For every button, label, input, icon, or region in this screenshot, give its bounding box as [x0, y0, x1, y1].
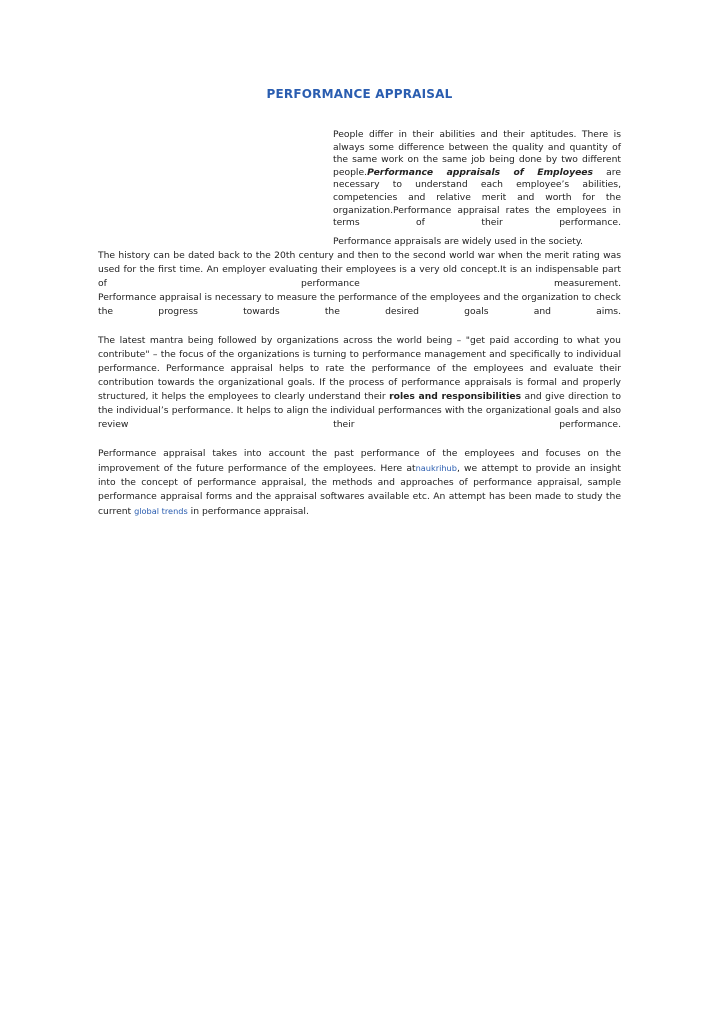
mantra-paragraph	[98, 334, 621, 432]
mantra-text-1: The latest mantra being followed by organizations across the world being – "get paid according to what you contribute" – the focus of the organizations is turning to performance management and specifically to individual performance. Performance appraisal helps to rate the performance of the employees and evaluate their contribution towards the organizational goals. If the process of performance appraisals is formal and properly structured, it helps the employees to clearly understand their	[98, 335, 621, 402]
history-body: The history can be dated back to the 20th century and then to the second world war when the merit rating was used for the first time. An employer evaluating their employees is a very old concept.It is an indispensable part of performance measurement.	[98, 250, 621, 289]
history-paragraph	[98, 235, 621, 319]
past-paragraph	[98, 447, 621, 519]
intro-emphasis: Performance appraisals of Employees	[367, 166, 594, 178]
past-text-3: in performance appraisal.	[187, 506, 309, 517]
past-text-2: , we attempt to provide an insight into the concept of performance appraisal, the methods and approaches of performance appraisal, sample performance appraisal forms and the appraisal softwares available etc. An attempt has been made to study the current	[98, 463, 621, 517]
naukrihub-link[interactable]: naukrihub	[415, 463, 457, 473]
history-lead: Performance appraisals are widely used in the society.	[333, 236, 583, 247]
global-trends-link[interactable]: global trends	[134, 506, 188, 516]
mantra-text-2: and give direction to the individual’s performance. It helps to align the individual performances with the organizational goals and also review their performance.	[98, 391, 621, 430]
intro-paragraph	[333, 129, 621, 230]
history-body-2: Performance appraisal is necessary to measure the performance of the employees and the organization to check the progress towards the desired goals and aims.	[98, 292, 621, 317]
intro-text-2: are necessary to understand each employee’s abilities, competencies and relative merit and worth for the organization.Performance appraisal rates the employees in terms of their performance.	[333, 166, 622, 229]
mantra-bold: roles and responsibilities	[389, 391, 522, 402]
past-text-1: Performance appraisal takes into account the past performance of the employees and focuses on the improvement of the future performance of the employees. Here at	[98, 448, 621, 474]
intro-text-1: People differ in their abilities and their aptitudes. There is always some difference between the quality and quantity of the same work on the same job being done by two different people.	[333, 129, 621, 178]
page-title: PERFORMANCE APPRAISAL	[266, 87, 453, 101]
